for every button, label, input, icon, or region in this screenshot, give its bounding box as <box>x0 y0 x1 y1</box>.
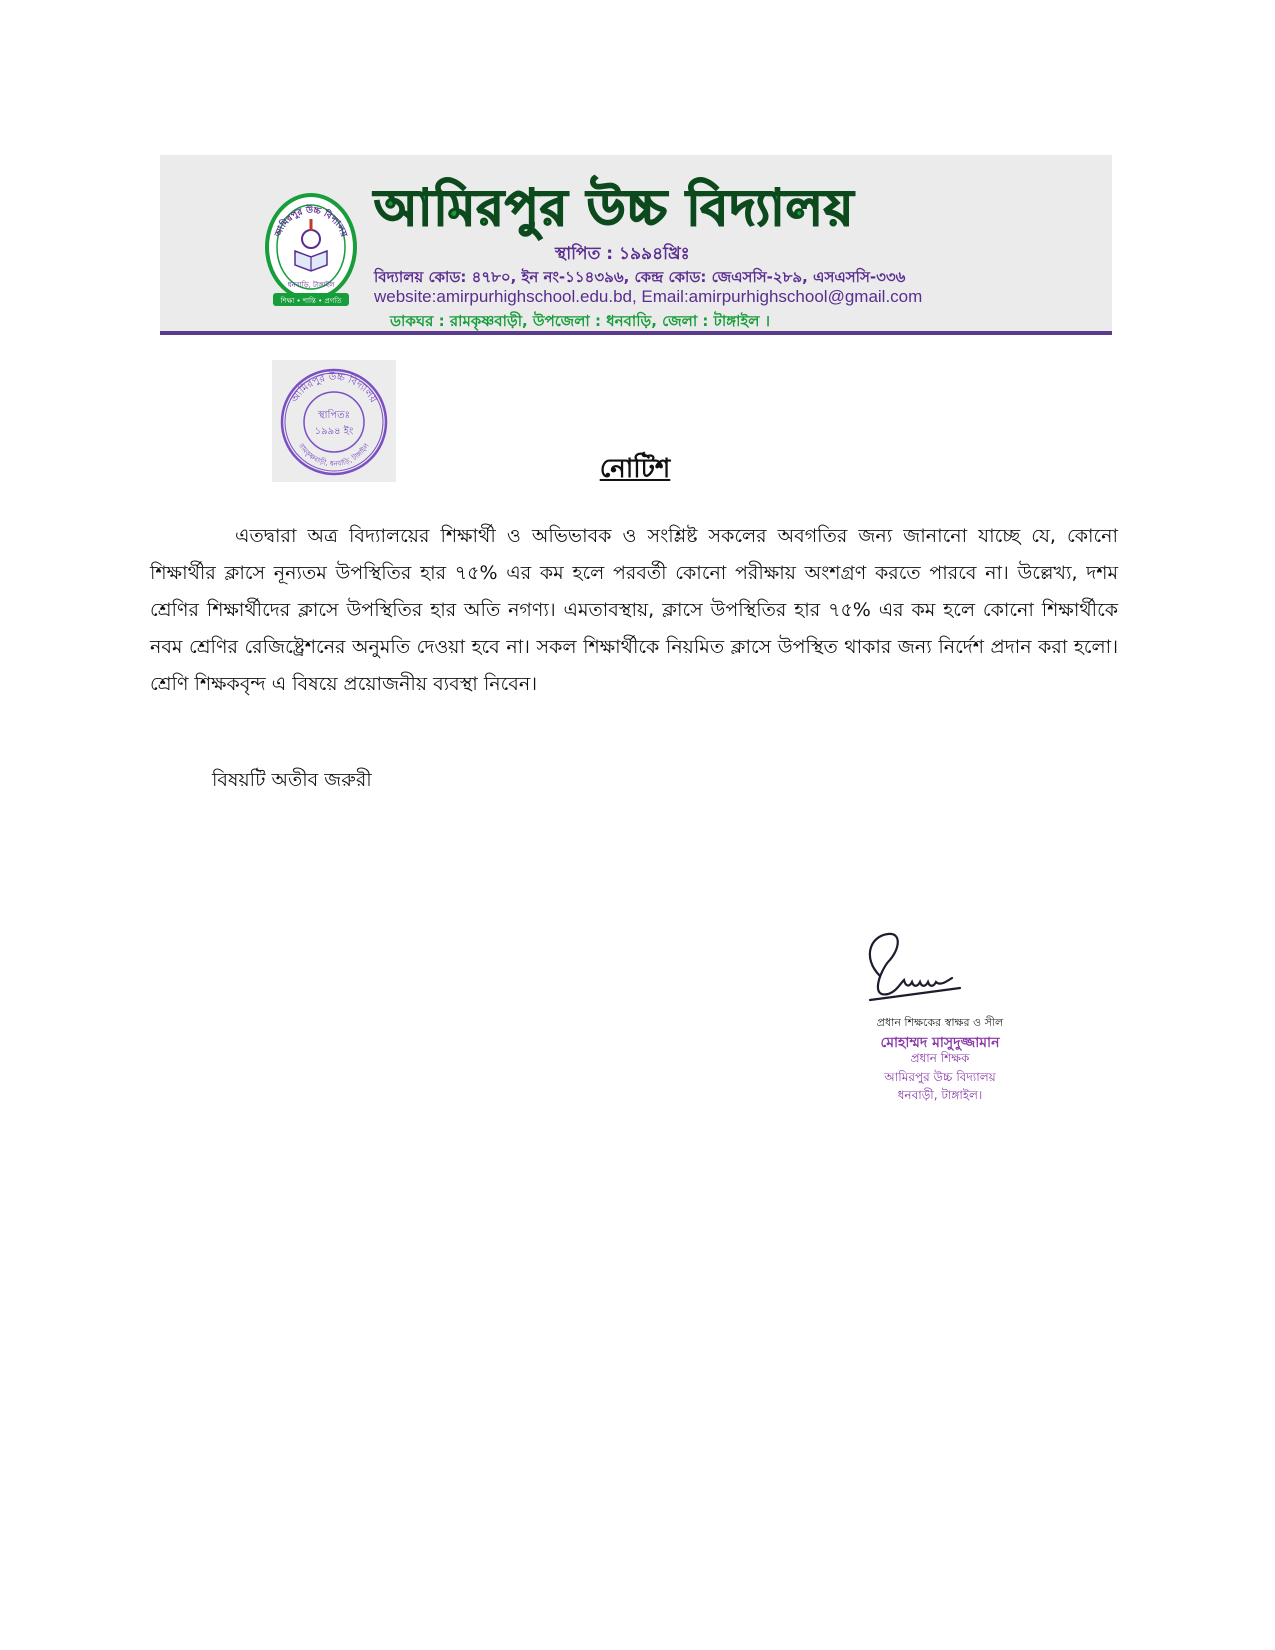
established-year: স্থাপিত : ১৯৯৪খ্রিঃ <box>555 244 690 264</box>
seal-center-line2: ১৯৯৪ ইং <box>314 426 354 437</box>
headmaster-name: মোহাম্মদ মাসুদুজ্জামান <box>880 1035 1000 1051</box>
school-name: আমিরপুর উচ্চ বিদ্যালয় <box>374 179 855 237</box>
logo-ribbon-text: শিক্ষা • শান্তি • প্রগতি <box>280 297 342 305</box>
logo-bottom-text: ধনবাড়ি, টাঙ্গাইল <box>287 281 335 289</box>
letterhead <box>160 155 1112 335</box>
school-address: ডাকঘর : রামকৃষ্ণবাড়ী, উপজেলা : ধনবাড়ি, জেলা : টাঙ্গাইল । <box>390 312 771 330</box>
school-logo <box>263 189 359 313</box>
notice-title: নোটিশ <box>599 454 671 484</box>
website-email: website:amirpurhighschool.edu.bd, Email:amirpurhighschool@gmail.com <box>374 287 923 306</box>
school-codes: বিদ্যালয় কোড: ৪৭৮০, ইন নং-১১৪৩৯৬, কেন্দ্র কোড: জেএসসি-২৮৯, এসএসসি-৩৩৬ <box>374 268 906 286</box>
signature-caption: প্রধান শিক্ষকের স্বাক্ষর ও সীল <box>876 1016 1004 1029</box>
seal-center-line1: স্থাপিতঃ <box>317 410 351 421</box>
seal-outer-text: আমিরপুর উচ্চ বিদ্যালয় <box>289 371 379 405</box>
svg-text:আমিরপুর উচ্চ বিদ্যালয় <box>289 370 379 406</box>
headmaster-signature <box>840 928 970 1016</box>
logo-arc-text: আমিরপুর উচ্চ বিদ্যালয় <box>273 205 349 239</box>
headmaster-title: প্রধান শিক্ষক <box>910 1051 970 1065</box>
signature-place: ধনবাড়ী, টাঙ্গাইল। <box>897 1088 983 1102</box>
school-seal <box>272 360 396 482</box>
letterhead-rule <box>160 331 1112 335</box>
signature-school-name: আমিরপুর উচ্চ বিদ্যালয় <box>884 1070 996 1084</box>
urgent-note: বিষয়টি অতীব জরুরী <box>212 769 372 791</box>
signature-block <box>820 928 1060 1114</box>
seal-lower-text: রামকৃষ্ণবাড়ী, ধনবাড়ি, টাঙ্গাইল <box>297 442 371 469</box>
notice-body: এতদ্বারা অত্র বিদ্যালয়ের শিক্ষার্থী ও অভিভাবক ও সংশ্লিষ্ট সকলের অবগতির জন্য জানানো যাচ্ছে যে, কোনো শিক্ষার্থীর ক্লাসে নূন্যতম উপস্থিতির হার ৭৫% এর কম হলে পরবর্তী কোনো পরীক্ষায় অংশগ্রণ করতে পারবে না। উল্লেখ্য, দশম শ্রেণির শিক্ষার্থীদের ক্লাসে উপস্থিতির হার অতি নগণ্য। এমতাবস্থায়, ক্লাসে উপস্থিতির হার ৭৫% এর কম হলে কোনো শিক্ষার্থীকে নবম শ্রেণির রেজিষ্ট্রেশনের অনুমতি দেওয়া হবে না। সকল শিক্ষার্থীকে নিয়মিত ক্লাসে উপস্থিত থাকার জন্য নির্দেশ প্রদান করা হলো। শ্রেণি শিক্ষকবৃন্দ এ বিষয়ে প্রয়োজনীয় ব্যবস্থা নিবেন। <box>150 525 1118 695</box>
